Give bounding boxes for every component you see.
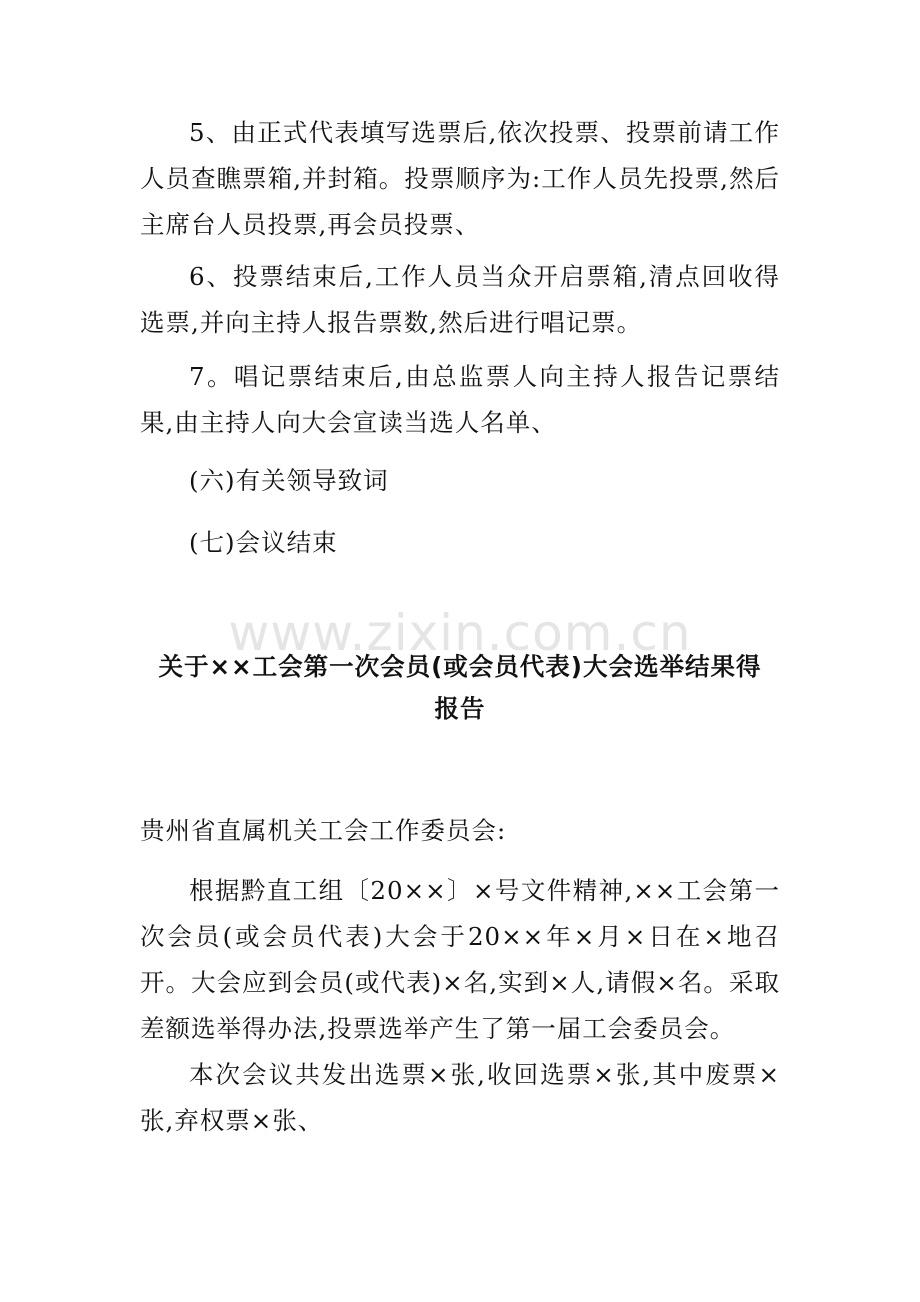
- section-seven-heading: (七)会议结束: [189, 528, 338, 557]
- report-body-paragraph-2: 本次会议共发出选票×张,收回选票×张,其中废票×张,弃权票×张、: [140, 1060, 780, 1135]
- report-salutation: 贵州省直属机关工会工作委员会:: [140, 816, 507, 845]
- paragraph-item-6: 6、投票结束后,工作人员当众开启票箱,清点回收得选票,并向主持人报告票数,然后进行唱记票。: [140, 262, 780, 337]
- report-title-line-2: 报告: [434, 694, 486, 723]
- report-body-paragraph-1: 根据黔直工组〔20××〕×号文件精神,××工会第一次会员(或会员代表)大会于20××年×月×日在×地召开。大会应到会员(或代表)×名,实到×人,请假×名。采取差额选举得办法,投票选举产生了第一届工会委员会。: [140, 876, 780, 1043]
- paragraph-item-7: 7。唱记票结束后,由总监票人向主持人报告记票结果,由主持人向大会宣读当选人名单、: [140, 362, 780, 437]
- report-title-line-1: 关于××工会第一次会员(或会员代表)大会选举结果得: [158, 652, 762, 681]
- section-six-heading: (六)有关领导致词: [189, 466, 389, 495]
- watermark: www.zixin.com.cn: [228, 604, 692, 662]
- paragraph-item-5: 5、由正式代表填写选票后,依次投票、投票前请工作人员查瞧票箱,并封箱。投票顺序为:工作人员先投票,然后主席台人员投票,再会员投票、: [140, 118, 780, 239]
